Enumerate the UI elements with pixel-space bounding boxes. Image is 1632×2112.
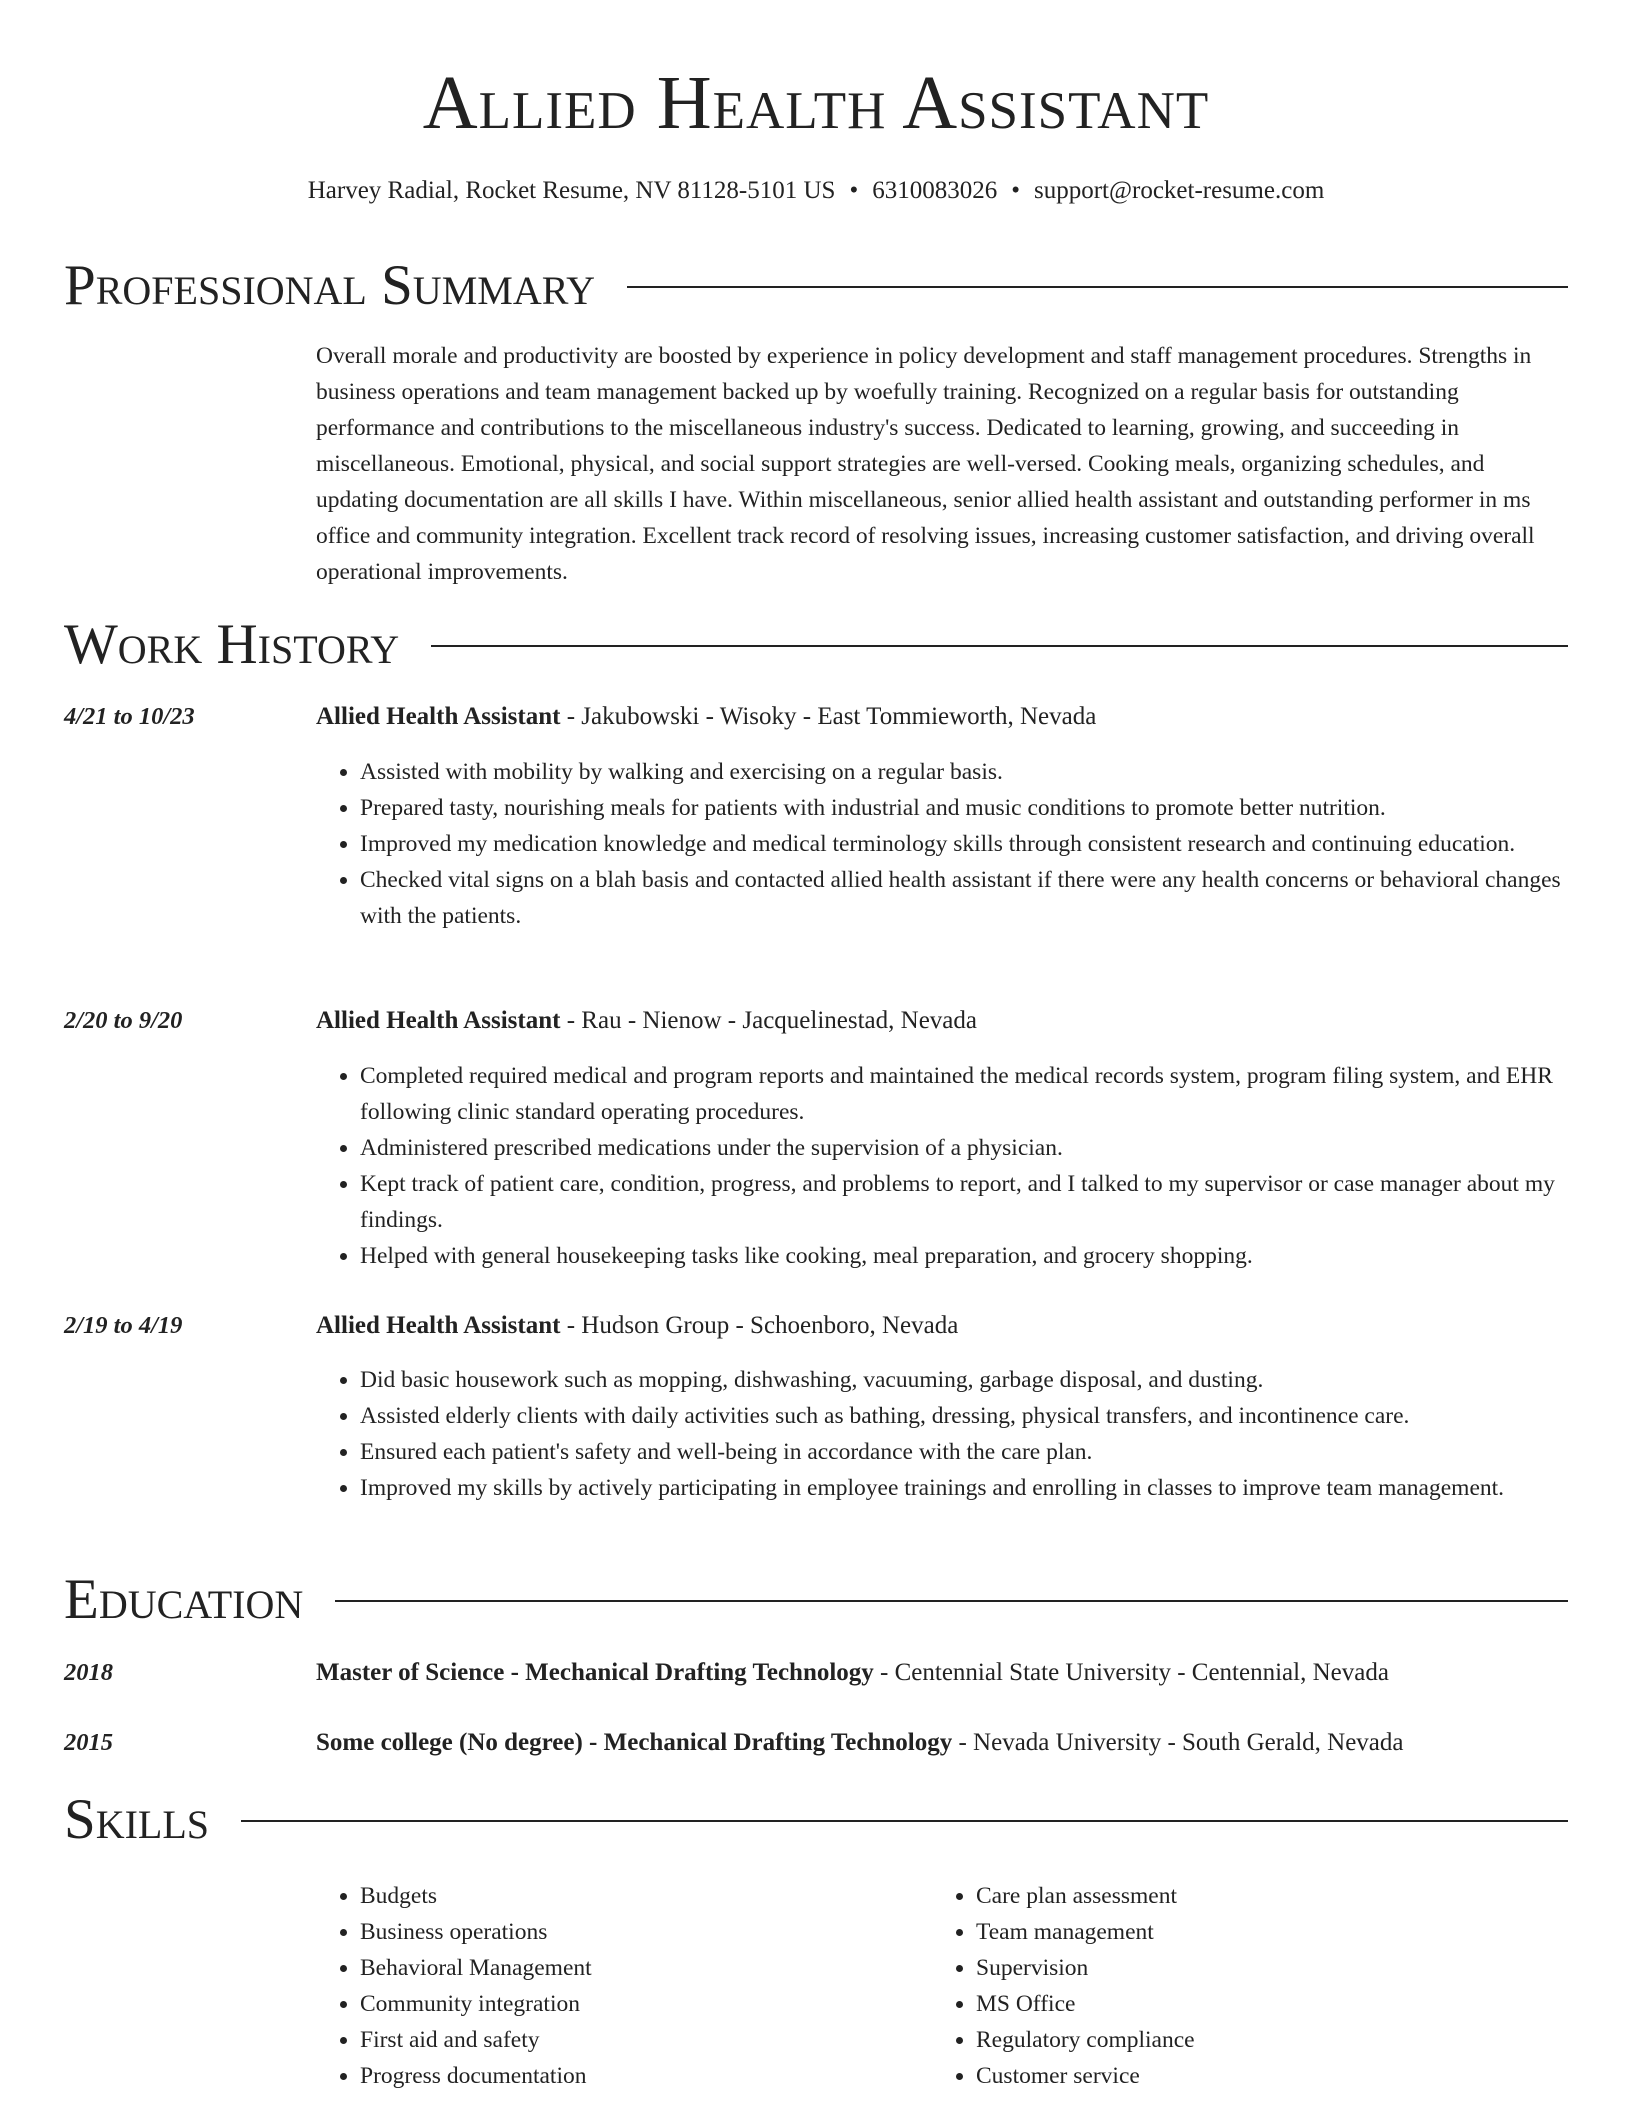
section-heading-summary <box>64 254 1568 318</box>
job-bullets <box>316 1362 1600 1506</box>
education-school: - Nevada University - South Gerald, Nevada <box>952 1729 1404 1756</box>
section-heading-education <box>64 1568 1568 1632</box>
section-divider <box>335 1600 1568 1602</box>
job-bullet: • Did basic housework such as mopping, dishwashing, vacuuming, garbage disposal, and dusting. <box>360 1362 1600 1398</box>
job-bullet: • Administered prescribed medications under the supervision of a physician. <box>360 1130 1600 1166</box>
skill-item: • Community integration <box>360 1986 920 2022</box>
job-heading <box>316 1309 958 1343</box>
skill-item: • Customer service <box>976 2058 1596 2094</box>
job-employer-location: - Jakubowski - Wisoky - East Tommieworth, Nevada <box>560 703 1097 730</box>
job-bullet: • Checked vital signs on a blah basis and contacted allied health assistant if there were any health concerns or behavioral changes with the patients. <box>360 862 1600 934</box>
job-bullet: • Improved my medication knowledge and medical terminology skills through consistent research and continuing education. <box>360 826 1600 862</box>
skill-item: • MS Office <box>976 1986 1596 2022</box>
education-year: 2018 <box>64 1659 113 1686</box>
education-year: 2015 <box>64 1729 113 1756</box>
education-degree: Master of Science - Mechanical Drafting Technology <box>316 1659 874 1686</box>
education-school: - Centennial State University - Centennial, Nevada <box>873 1659 1389 1686</box>
section-divider <box>241 1820 1568 1822</box>
skill-item: • First aid and safety <box>360 2022 920 2058</box>
job-bullets <box>316 754 1600 934</box>
job-title: Allied Health Assistant <box>316 703 561 730</box>
skill-item: • Care plan assessment <box>976 1878 1596 1914</box>
section-divider <box>431 645 1568 647</box>
skills-list-left <box>316 1878 920 2094</box>
job-bullet: • Ensured each patient's safety and well-being in accordance with the care plan. <box>360 1434 1600 1470</box>
skill-item: • Team management <box>976 1914 1596 1950</box>
education-degree: Some college (No degree) - Mechanical Drafting Technology <box>316 1729 953 1756</box>
job-bullet: • Completed required medical and program reports and maintained the medical records system, program filing system, and EHR following clinic standard operating procedures. <box>360 1058 1600 1130</box>
resume-name: Allied Health Assistant <box>422 61 1210 145</box>
job-title: Allied Health Assistant <box>316 1007 561 1034</box>
job-bullets <box>316 1058 1600 1274</box>
job-heading <box>316 1004 977 1038</box>
job-heading <box>316 700 1096 734</box>
skill-item: • Business operations <box>360 1914 920 1950</box>
skill-item: • Progress documentation <box>360 2058 920 2094</box>
contact-email[interactable]: support@rocket-resume.com <box>1033 177 1325 204</box>
contact-separator: • <box>849 177 859 204</box>
job-bullet: • Assisted with mobility by walking and exercising on a regular basis. <box>360 754 1600 790</box>
education-heading <box>316 1726 1403 1760</box>
education-heading <box>316 1656 1389 1690</box>
job-employer-location: - Rau - Nienow - Jacquelinestad, Nevada <box>560 1007 978 1034</box>
job-dates: 2/20 to 9/20 <box>64 1007 183 1034</box>
contact-phone[interactable]: 6310083026 <box>872 177 998 204</box>
job-dates: 2/19 to 4/19 <box>64 1312 183 1339</box>
summary-text: Overall morale and productivity are boosted by experience in policy development and staff management procedures. Strengths in business operations and team management backed up by woefully training. Recognized on a regular basis for outstanding performance and contributions to the miscellaneous industry's success. Dedicated to learning, growing, and succeeding in miscellaneous. Emotional, physical, and social support strategies are well-versed. Cooking meals, organizing schedules, and updating documentation are all skills I have. Within miscellaneous, senior allied health assistant and outstanding performer in ms office and community integration. Excellent track record of resolving issues, increasing customer satisfaction, and driving overall operational improvements. <box>316 343 1535 585</box>
section-heading-label: Professional Summary <box>64 254 596 317</box>
skill-item: • Budgets <box>360 1878 920 1914</box>
job-bullet: • Prepared tasty, nourishing meals for patients with industrial and music conditions to promote better nutrition. <box>360 790 1600 826</box>
skills-list-right <box>932 1878 1596 2094</box>
contact-separator: • <box>1011 177 1020 204</box>
section-heading-label: Education <box>64 1568 304 1631</box>
skill-item: • Regulatory compliance <box>976 2022 1596 2058</box>
section-divider <box>627 286 1568 288</box>
job-employer-location: - Hudson Group - Schoenboro, Nevada <box>560 1312 959 1339</box>
job-bullet: • Improved my skills by actively participating in employee trainings and enrolling in classes to improve team management. <box>360 1470 1600 1506</box>
section-heading-work-history <box>64 613 1568 677</box>
section-heading-skills <box>64 1788 1568 1852</box>
job-bullet: • Assisted elderly clients with daily activities such as bathing, dressing, physical transfers, and incontinence care. <box>360 1398 1600 1434</box>
section-heading-label: Work History <box>64 613 400 676</box>
section-heading-label: Skills <box>64 1788 210 1851</box>
skill-item: • Behavioral Management <box>360 1950 920 1986</box>
job-bullet: • Kept track of patient care, condition, progress, and problems to report, and I talked to my supervisor or case manager about my findings. <box>360 1166 1600 1238</box>
job-title: Allied Health Assistant <box>316 1312 561 1339</box>
job-bullet: • Helped with general housekeeping tasks like cooking, meal preparation, and grocery shopping. <box>360 1238 1600 1274</box>
skill-item: • Supervision <box>976 1950 1596 1986</box>
job-dates: 4/21 to 10/23 <box>64 703 195 730</box>
contact-address: Harvey Radial, Rocket Resume, NV 81128-5101 US <box>307 177 836 204</box>
contact-line <box>0 174 1632 208</box>
